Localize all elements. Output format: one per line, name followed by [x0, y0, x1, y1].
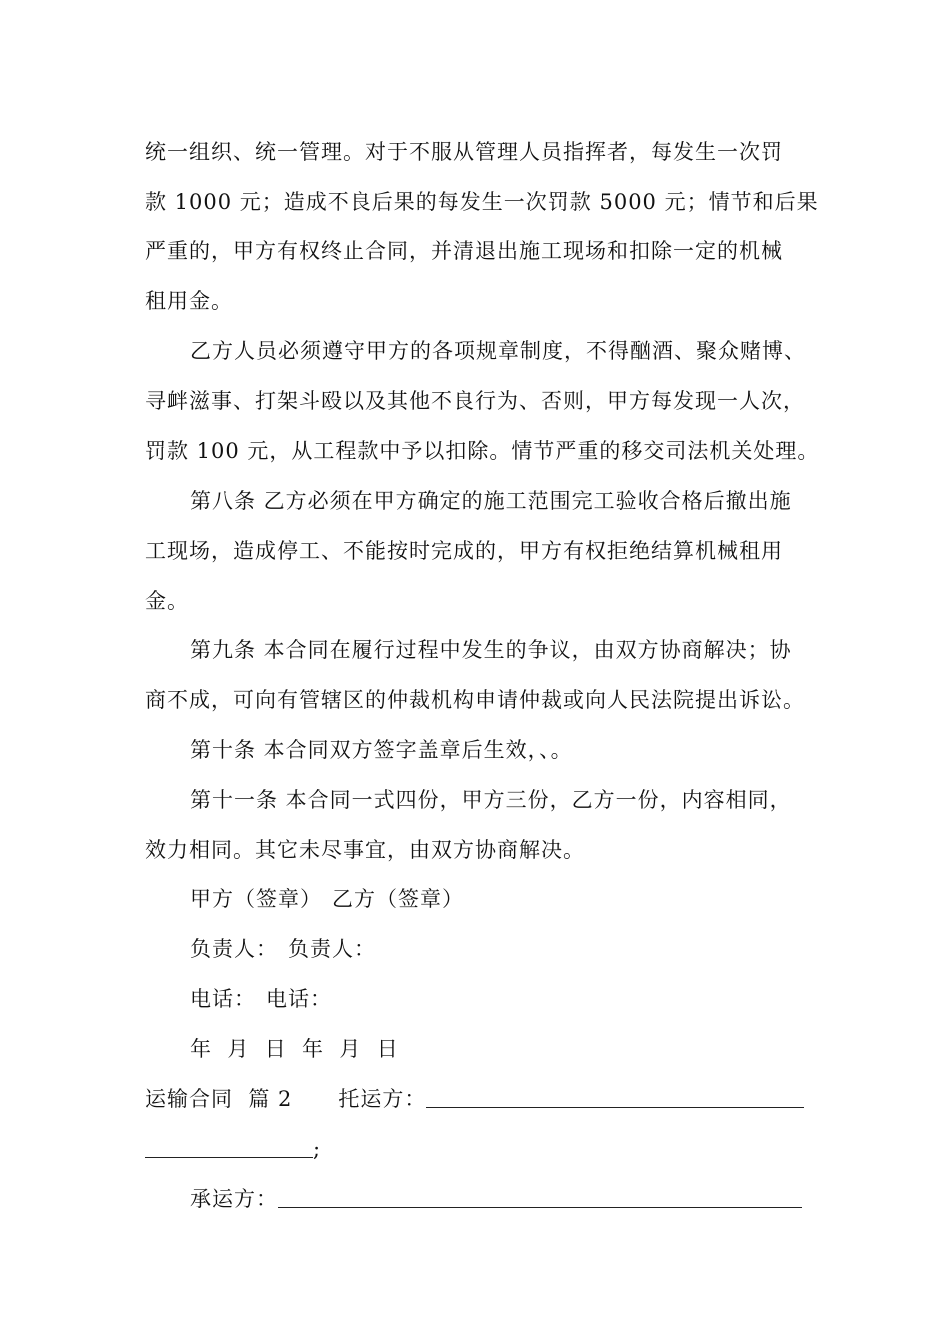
paragraph-line: 商不成，可向有管辖区的仲裁机构申请仲裁或向人民法院提出诉讼。 [145, 688, 805, 712]
contract2-header-row [145, 1084, 804, 1114]
carrier-label: 承运方： [190, 1187, 278, 1211]
responsible-b-label: 负责人： [288, 937, 376, 961]
shipper-blank [426, 1087, 804, 1108]
shipper-blank-continued [145, 1137, 313, 1158]
paragraph-line: 第八条 乙方必须在甲方确定的施工范围完工验收合格后撤出施 [190, 489, 792, 513]
phone-a-label: 电话： [190, 987, 256, 1011]
paragraph-line: 租用金。 [145, 289, 233, 313]
paragraph-line: 统一组织、统一管理。对于不服从管理人员指挥者，每发生一次罚 [145, 140, 783, 164]
semicolon: ; [313, 1137, 322, 1161]
carrier-blank [278, 1187, 802, 1208]
shipper-continuation-row [145, 1134, 321, 1164]
paragraph-line: 乙方人员必须遵守甲方的各项规章制度，不得酗酒、聚众赌博、 [190, 339, 806, 363]
paragraph-line: 第十条 本合同双方签字盖章后生效，、。 [190, 738, 573, 762]
paragraph-line: 第十一条 本合同一式四份，甲方三份，乙方一份，内容相同， [190, 788, 792, 812]
phone-row [190, 984, 332, 1014]
paragraph-line: 第九条 本合同在履行过程中发生的争议，由双方协商解决；协 [190, 638, 792, 662]
paragraph-line: 款 1000 元；造成不良后果的每发生一次罚款 5000 元；情节和后果 [145, 190, 819, 214]
phone-b-label: 电话： [266, 987, 332, 1011]
paragraph-line: 罚款 100 元，从工程款中予以扣除。情节严重的移交司法机关处理。 [145, 439, 820, 463]
party-b-sign-label: 乙方（签章） [332, 887, 464, 911]
paragraph-line: 工现场，造成停工、不能按时完成的，甲方有权拒绝结算机械租用 [145, 539, 783, 563]
carrier-row [190, 1184, 802, 1214]
party-a-sign-label: 甲方（签章） [190, 887, 322, 911]
paragraph-line: 金。 [145, 589, 189, 613]
date-row: 年 月 日 年 月 日 [190, 1037, 399, 1061]
responsible-row [190, 934, 376, 964]
signature-row [190, 884, 464, 914]
contract2-heading: 运输合同 篇 2 [145, 1087, 293, 1111]
paragraph-line: 效力相同。其它未尽事宜，由双方协商解决。 [145, 838, 585, 862]
shipper-label: 托运方： [338, 1087, 427, 1111]
paragraph-line: 寻衅滋事、打架斗殴以及其他不良行为、否则，甲方每发现一人次， [145, 389, 805, 413]
responsible-a-label: 负责人： [190, 937, 278, 961]
paragraph-line: 严重的，甲方有权终止合同，并清退出施工现场和扣除一定的机械 [145, 239, 783, 263]
